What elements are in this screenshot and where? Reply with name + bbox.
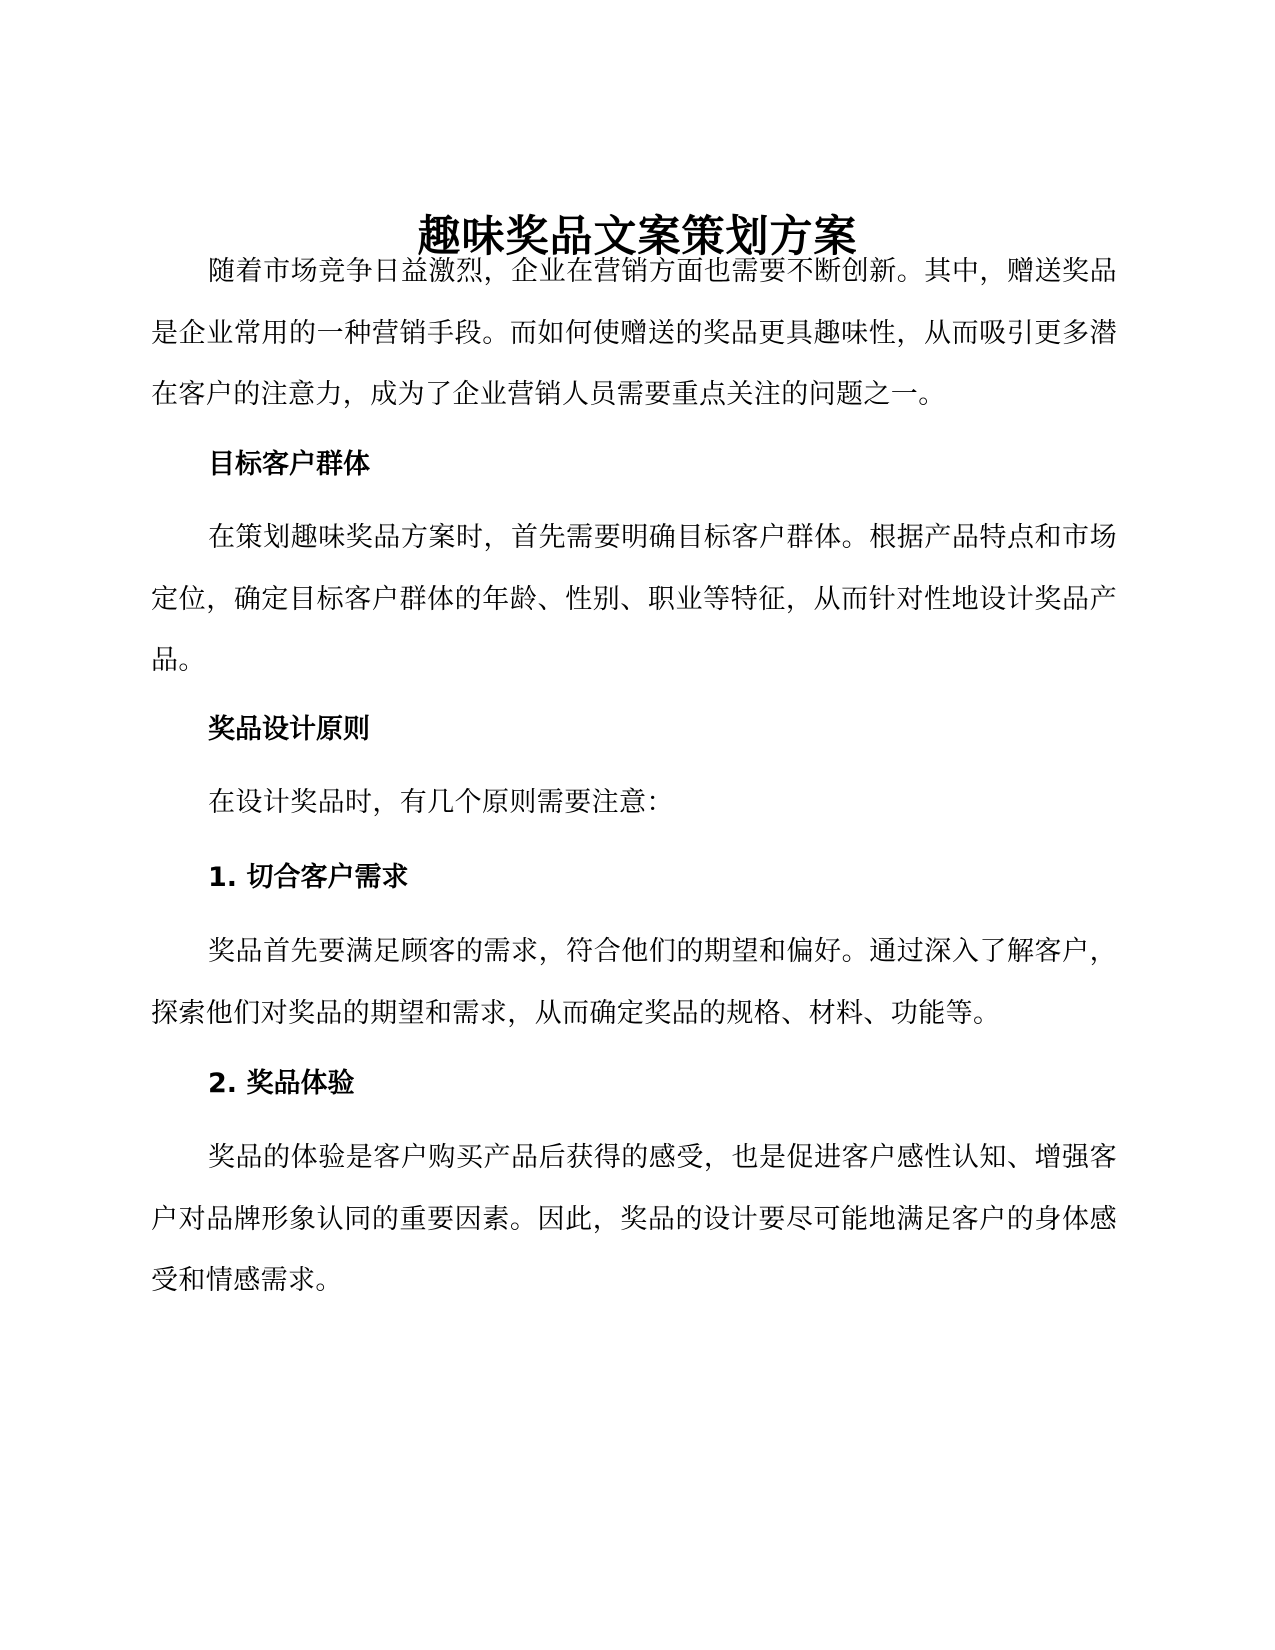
section-body-customer-needs: 奖品首先要满足顾客的需求，符合他们的期望和偏好。通过深入了解客户，探索他们对奖品的期望和需求，从而确定奖品的规格、材料、功能等。 — [151, 936, 1117, 1029]
section-heading-target-customers: 目标客户群体 — [208, 449, 370, 480]
section-heading-design-principles: 奖品设计原则 — [208, 714, 370, 745]
document-title: 趣味奖品文案策划方案 — [417, 211, 858, 262]
section-heading-prize-experience: 2. 奖品体验 — [208, 1068, 355, 1099]
intro-paragraph: 随着市场竞争日益激烈，企业在营销方面也需要不断创新。其中，赠送奖品是企业常用的一种营销手段。而如何使赠送的奖品更具趣味性，从而吸引更多潜在客户的注意力，成为了企业营销人员需要重点关注的问题之一。 — [151, 256, 1117, 410]
section-body-design-principles: 在设计奖品时，有几个原则需要注意： — [208, 787, 674, 818]
section-body-prize-experience: 奖品的体验是客户购买产品后获得的感受，也是促进客户感性认知、增强客户对品牌形象认同的重要因素。因此，奖品的设计要尽可能地满足客户的身体感受和情感需求。 — [151, 1142, 1117, 1296]
section-heading-customer-needs: 1. 切合客户需求 — [208, 862, 409, 893]
section-body-target-customers: 在策划趣味奖品方案时，首先需要明确目标客户群体。根据产品特点和市场定位，确定目标客户群体的年龄、性别、职业等特征，从而针对性地设计奖品产品。 — [151, 522, 1117, 676]
